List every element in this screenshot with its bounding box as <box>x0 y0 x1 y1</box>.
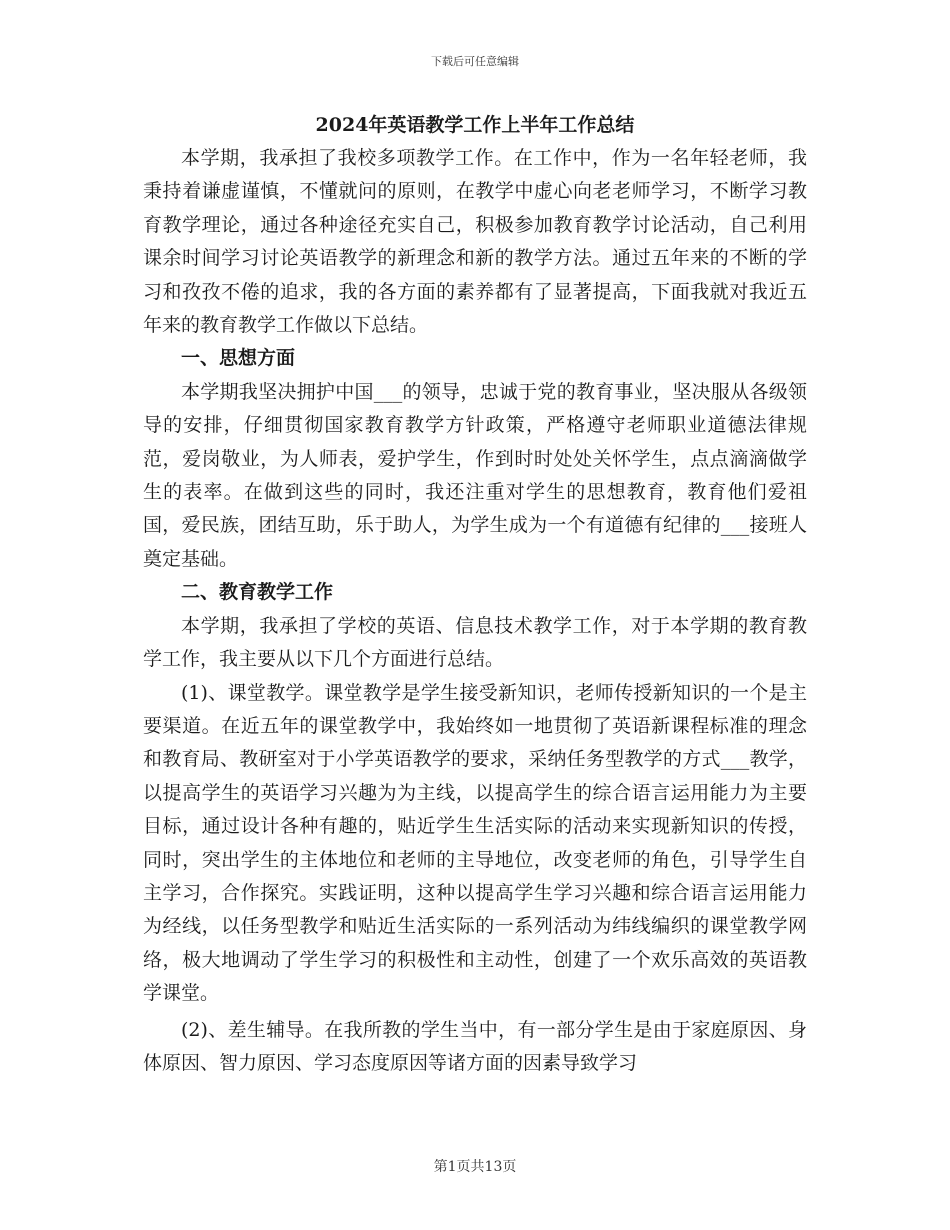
student-tutoring-paragraph: (2)、差生辅导。在我所教的学生当中，有一部分学生是由于家庭原因、身体原因、智力原因、学习态度原因等诸方面的因素导致学习 <box>143 1018 807 1074</box>
document-title: 2024年英语教学工作上半年工作总结 <box>315 114 635 136</box>
section-heading-teaching: 二、教育教学工作 <box>181 581 334 604</box>
header-note: 下载后可任意编辑 <box>431 55 519 68</box>
page-number: 第1页共13页 <box>433 1159 517 1175</box>
ideology-paragraph: 本学期我坚决拥护中国___的领导，忠诚于党的教育事业，坚决服从各级领导的安排，仔细贯彻国家教育教学方针政策，严格遵守老师职业道德法律规范，爱岗敬业，为人师表，爱护学生，作到时时处处关怀学生，点点滴滴做学生的表率。在做到这些的同时，我还注重对学生的思想教育，教育他们爱祖国，爱民族，团结互助，乐于助人，为学生成为一个有道德有纪律的___接班人奠定基础。 <box>143 380 807 570</box>
classroom-teaching-paragraph: (1)、课堂教学。课堂教学是学生接受新知识，老师传授新知识的一个是主要渠道。在近五年的课堂教学中，我始终如一地贯彻了英语新课程标准的理念和教育局、教研室对于小学英语教学的要求，采纳任务型教学的方式___教学，以提高学生的英语学习兴趣为为主线，以提高学生的综合语言运用能力为主要目标，通过设计各种有趣的，贴近学生生活实际的活动来实现新知识的传授，同时，突出学生的主体地位和老师的主导地位，改变老师的角色，引导学生自主学习，合作探究。实践证明，这种以提高学生学习兴趣和综合语言运用能力为经线，以任务型教学和贴近生活实际的一系列活动为纬线编织的课堂教学网络，极大地调动了学生学习的积极性和主动性，创建了一个欢乐高效的英语教学课堂。 <box>143 681 807 1005</box>
teaching-paragraph: 本学期，我承担了学校的英语、信息技术教学工作，对于本学期的教育教学工作，我主要从以下几个方面进行总结。 <box>143 614 807 671</box>
intro-paragraph: 本学期，我承担了我校多项教学工作。在工作中，作为一名年轻老师，我秉持着谦虚谨慎，不懂就问的原则，在教学中虚心向老老师学习，不断学习教育教学理论，通过各种途径充实自己，积极参加教育教学讨论活动，自己利用课余时间学习讨论英语教学的新理念和新的教学方法。通过五年来的不断的学习和孜孜不倦的追求，我的各方面的素养都有了显著提高，下面我就对我近五年来的教育教学工作做以下总结。 <box>143 147 807 337</box>
document-body <box>143 108 807 1080</box>
section-heading-ideology: 一、思想方面 <box>181 347 296 370</box>
